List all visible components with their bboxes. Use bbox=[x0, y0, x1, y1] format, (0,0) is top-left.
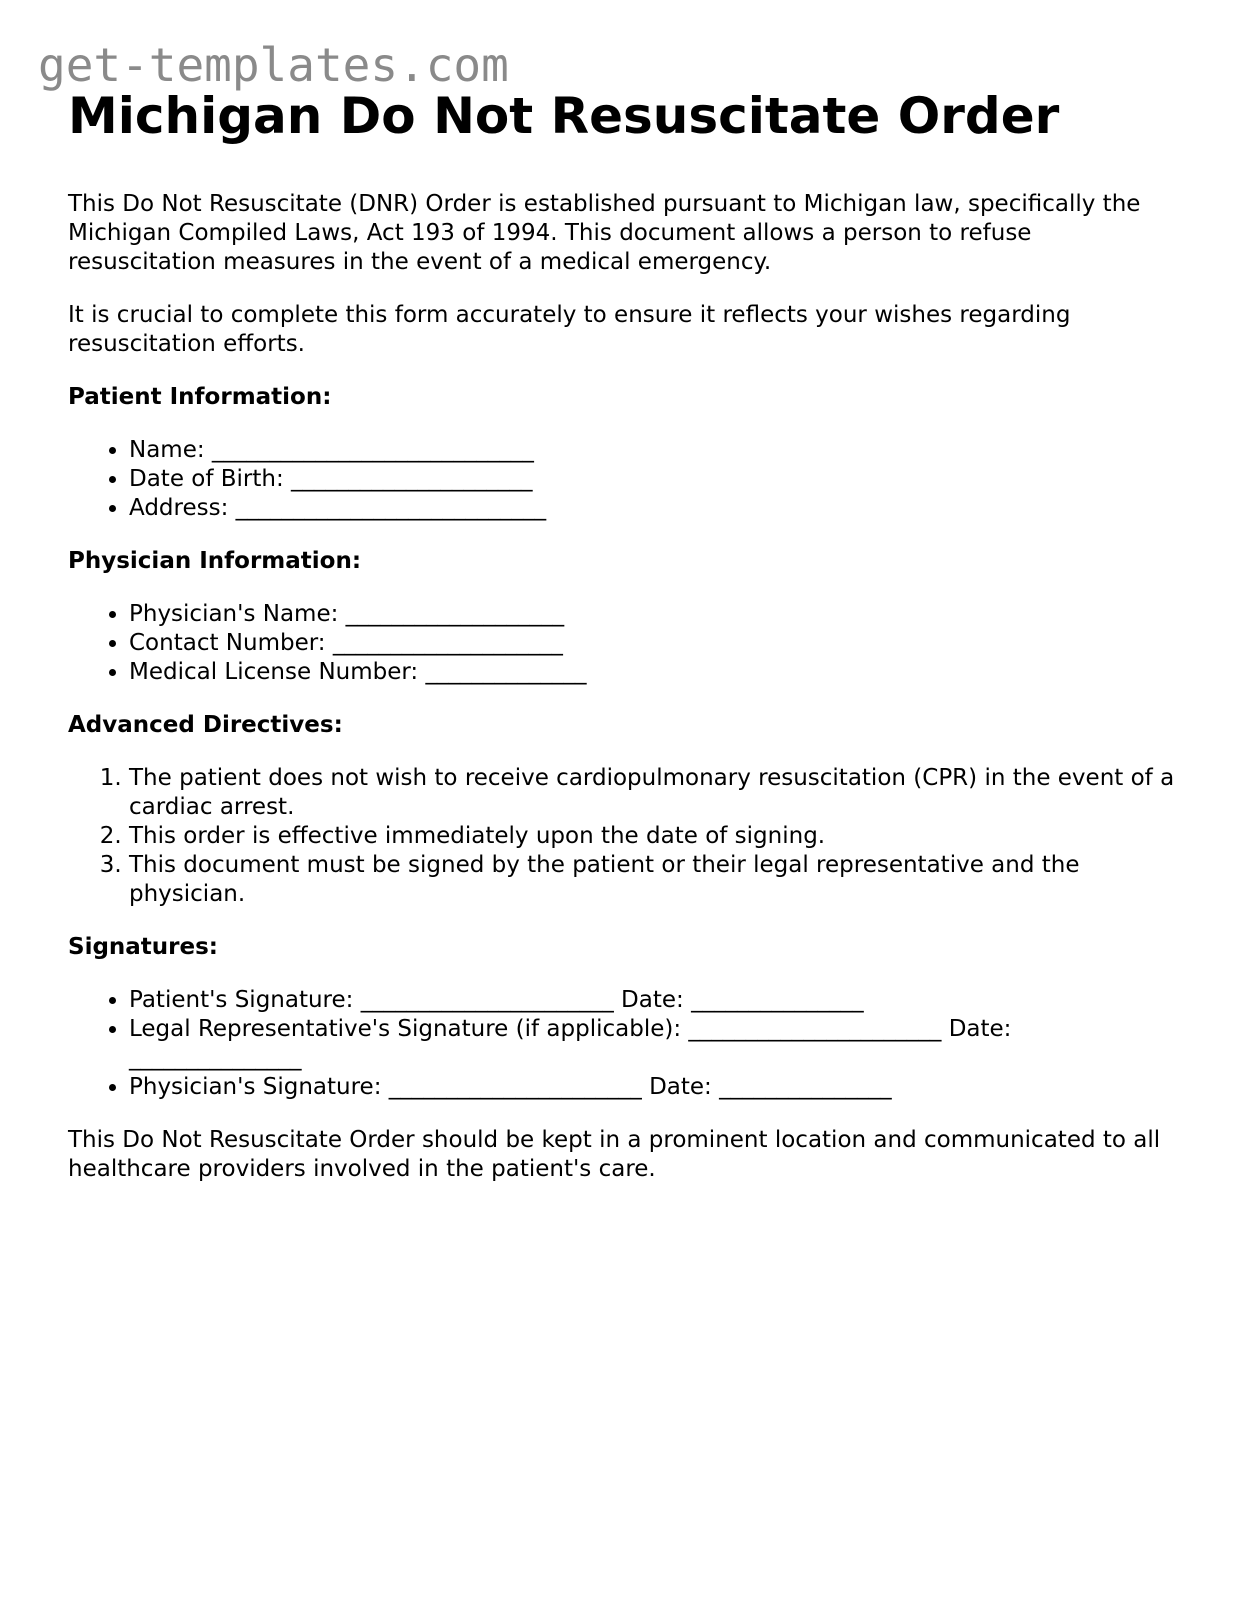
directive-item: 2. This order is effective immediately upon the date of signing. bbox=[129, 822, 1178, 851]
physician-license-field[interactable]: • Medical License Number: ______________ bbox=[129, 658, 1178, 687]
legal-rep-signature-field[interactable]: • Legal Representative's Signature (if applicable): ______________________ Date: _______________ bbox=[129, 1015, 1178, 1073]
physician-info-list bbox=[68, 600, 1178, 687]
signatures-list bbox=[68, 986, 1178, 1102]
instruction-paragraph: It is crucial to complete this form accurately to ensure it reflects your wishes regarding resuscitation efforts. bbox=[68, 302, 1071, 357]
document-title: Michigan Do Not Resuscitate Order bbox=[68, 87, 1060, 145]
patient-name-field[interactable]: • Name: ____________________________ bbox=[129, 436, 1178, 465]
physician-name-field[interactable]: • Physician's Name: ___________________ bbox=[129, 600, 1178, 629]
patient-address-field[interactable]: • Address: ___________________________ bbox=[129, 494, 1178, 523]
physician-info-heading: Physician Information: bbox=[68, 548, 362, 574]
watermark: get-templates.com bbox=[38, 38, 509, 92]
signatures-heading: Signatures: bbox=[68, 934, 219, 960]
patient-info-heading: Patient Information: bbox=[68, 384, 332, 410]
intro-paragraph: This Do Not Resuscitate (DNR) Order is established pursuant to Michigan law, specifically the Michigan Compiled Laws, Act 193 of 1994. This document allows a person to refuse resuscitation measures in the event of a medical emergency. bbox=[68, 191, 1141, 275]
physician-signature-field[interactable]: • Physician's Signature: ______________________ Date: _______________ bbox=[129, 1073, 1178, 1102]
directives-heading: Advanced Directives: bbox=[68, 712, 343, 738]
patient-dob-field[interactable]: • Date of Birth: _____________________ bbox=[129, 465, 1178, 494]
directive-item: 3. This document must be signed by the patient or their legal representative and the physician. bbox=[129, 851, 1178, 909]
patient-signature-field[interactable]: • Patient's Signature: ______________________ Date: _______________ bbox=[129, 986, 1178, 1015]
physician-contact-field[interactable]: • Contact Number: ____________________ bbox=[129, 629, 1178, 658]
directives-list bbox=[68, 764, 1178, 909]
patient-info-list bbox=[68, 436, 1178, 523]
document-body bbox=[68, 84, 1178, 1184]
directive-item: 1. The patient does not wish to receive cardiopulmonary resuscitation (CPR) in the event of a cardiac arrest. bbox=[129, 764, 1178, 822]
closing-paragraph: This Do Not Resuscitate Order should be kept in a prominent location and communicated to all healthcare providers involved in the patient's care. bbox=[68, 1127, 1161, 1182]
